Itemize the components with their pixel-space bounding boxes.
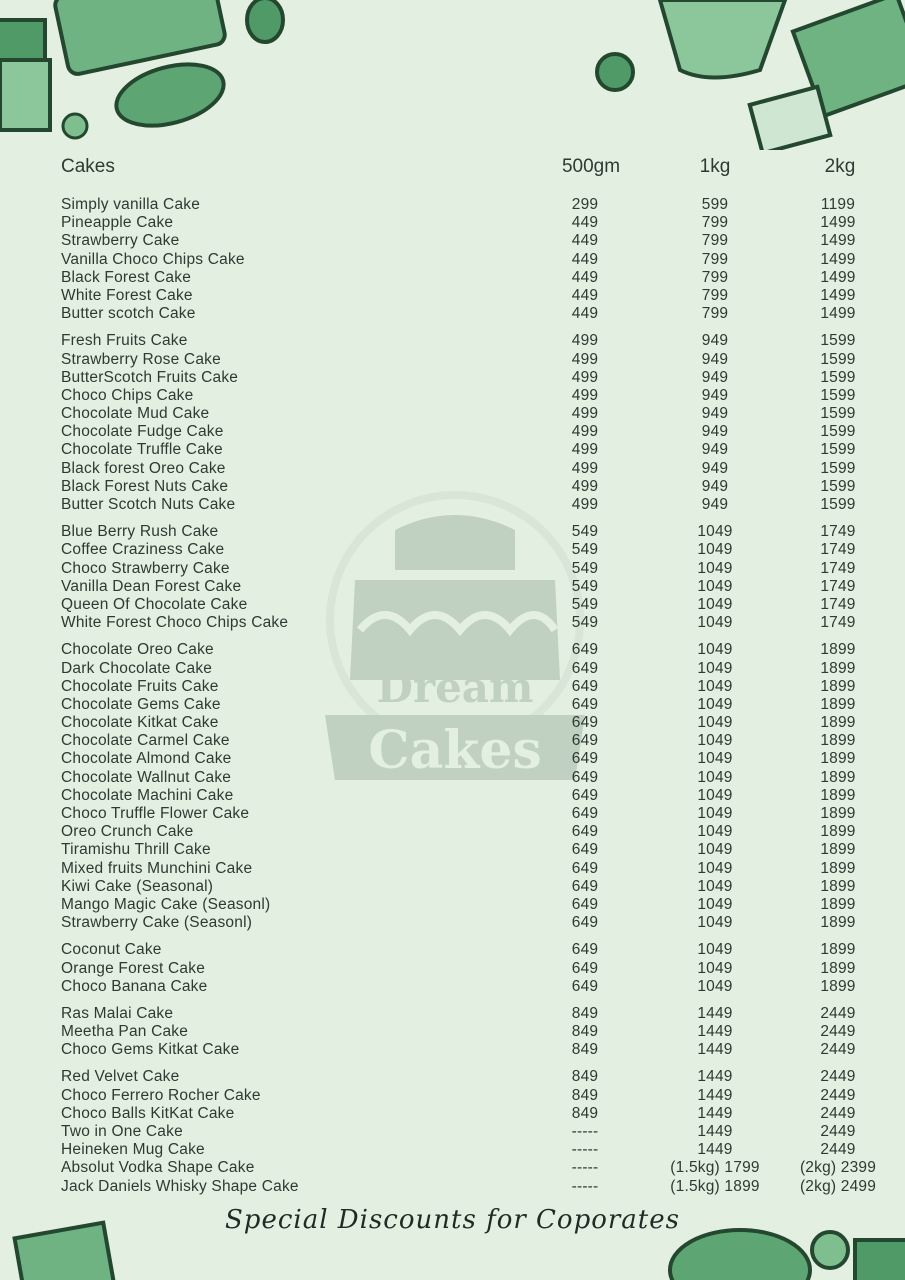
price-1kg: 1049 <box>697 750 733 768</box>
price-2kg: 1899 <box>820 677 856 695</box>
price-2kg: 1899 <box>820 641 856 659</box>
price-1kg: 1449 <box>697 1141 733 1159</box>
price-500gm: 649 <box>571 823 599 841</box>
cake-name: Tiramishu Thrill Cake <box>61 841 211 859</box>
menu-row <box>61 1087 891 1105</box>
menu-row <box>61 287 891 305</box>
cake-name: Pineapple Cake <box>61 214 174 232</box>
decorative-sweets-top-right-illustration <box>590 0 905 150</box>
price-2kg: 1899 <box>820 750 856 768</box>
price-500gm: 849 <box>571 1104 599 1122</box>
price-500gm: 649 <box>571 786 599 804</box>
price-500gm: 499 <box>571 423 599 441</box>
price-1kg: 1049 <box>697 841 733 859</box>
price-2kg: 1499 <box>820 250 856 268</box>
price-500gm: 449 <box>571 268 599 286</box>
price-2kg: 1599 <box>820 405 856 423</box>
price-group <box>61 1068 891 1195</box>
price-1kg: 949 <box>701 423 729 441</box>
price-1kg: 1049 <box>697 659 733 677</box>
price-500gm: 499 <box>571 496 599 513</box>
cake-name: Black Forest Cake <box>61 268 192 286</box>
cake-name: Vanilla Dean Forest Cake <box>61 577 242 595</box>
menu-row <box>61 1159 891 1177</box>
price-2kg: 1599 <box>820 459 856 477</box>
price-500gm: 649 <box>571 732 599 750</box>
price-2kg: 2449 <box>820 1104 856 1122</box>
cake-name: Jack Daniels Whisky Shape Cake <box>61 1177 299 1195</box>
price-1kg: 1049 <box>697 859 733 877</box>
price-1kg: 1049 <box>697 877 733 895</box>
price-500gm: 549 <box>571 577 599 595</box>
menu-row <box>61 441 891 459</box>
price-2kg: 1899 <box>820 714 856 732</box>
menu-row <box>61 878 891 896</box>
menu-row <box>61 596 891 614</box>
price-500gm: 649 <box>571 677 599 695</box>
price-2kg: 1599 <box>820 477 856 495</box>
price-1kg: 949 <box>701 441 729 459</box>
price-2kg: 1599 <box>820 496 856 513</box>
price-2kg: 1499 <box>820 286 856 304</box>
price-1kg: 1049 <box>697 768 733 786</box>
price-2kg: 1199 <box>820 196 856 213</box>
menu-row <box>61 1023 891 1041</box>
price-2kg: 1899 <box>820 941 856 959</box>
cake-name: Red Velvet Cake <box>61 1068 180 1086</box>
price-2kg: 1899 <box>820 959 856 977</box>
cake-name: Simply vanilla Cake <box>61 196 201 213</box>
menu-row <box>61 1041 891 1059</box>
price-2kg: 1749 <box>820 523 856 541</box>
price-2kg: 1749 <box>820 577 856 595</box>
cake-name: Chocolate Almond Cake <box>61 750 232 768</box>
price-2kg: 2449 <box>820 1086 856 1104</box>
price-group <box>61 641 891 932</box>
price-2kg: 1899 <box>820 877 856 895</box>
cake-name: Strawberry Cake (Seasonl) <box>61 914 253 932</box>
cake-name: Mixed fruits Munchini Cake <box>61 859 253 877</box>
menu-row <box>61 232 891 250</box>
price-500gm: 649 <box>571 750 599 768</box>
price-500gm: 849 <box>571 1068 599 1086</box>
price-500gm: 649 <box>571 977 599 995</box>
price-1kg: 1449 <box>697 1123 733 1140</box>
price-1kg: 1049 <box>697 523 733 541</box>
menu-row <box>61 214 891 232</box>
menu-row <box>61 1105 891 1123</box>
price-1kg: 949 <box>701 496 729 513</box>
price-500gm: 649 <box>571 895 599 913</box>
cake-name: Two in One Cake <box>61 1123 183 1140</box>
price-500gm: 649 <box>571 805 599 822</box>
price-500gm: 649 <box>571 914 599 932</box>
menu-row <box>61 523 891 541</box>
price-500gm: 499 <box>571 386 599 404</box>
price-2kg: 1899 <box>820 977 856 995</box>
price-500gm: 499 <box>571 368 599 386</box>
cake-name: Coffee Craziness Cake <box>61 541 225 559</box>
menu-row <box>61 978 891 996</box>
price-500gm: 499 <box>571 332 599 350</box>
price-1kg: 1049 <box>697 695 733 713</box>
price-group <box>61 523 891 632</box>
price-1kg: 799 <box>701 305 729 323</box>
menu-row <box>61 641 891 659</box>
price-1kg: 1049 <box>697 732 733 750</box>
menu-row <box>61 351 891 369</box>
price-500gm: 649 <box>571 695 599 713</box>
cake-name: Chocolate Mud Cake <box>61 405 210 423</box>
price-2kg: 2449 <box>820 1023 856 1041</box>
price-500gm: 649 <box>571 941 599 959</box>
decorative-sweets-top-left-illustration <box>0 0 300 150</box>
cake-name: Vanilla Choco Chips Cake <box>61 250 245 268</box>
menu-row <box>61 660 891 678</box>
price-2kg: 1899 <box>820 823 856 841</box>
price-500gm: 549 <box>571 614 599 632</box>
menu-row <box>61 732 891 750</box>
cake-name: Chocolate Kitkat Cake <box>61 714 219 732</box>
price-500gm: 449 <box>571 232 599 250</box>
price-2kg: 1899 <box>820 695 856 713</box>
cake-name: Choco Balls KitKat Cake <box>61 1104 235 1122</box>
price-2kg: 1749 <box>820 541 856 559</box>
menu-row <box>61 369 891 387</box>
menu-row <box>61 960 891 978</box>
price-2kg: 2449 <box>820 1041 856 1059</box>
menu-row <box>61 269 891 287</box>
price-1kg: 1049 <box>697 595 733 613</box>
price-500gm: 549 <box>571 541 599 559</box>
price-500gm: ----- <box>571 1141 599 1159</box>
price-1kg: 1049 <box>697 895 733 913</box>
price-1kg: 949 <box>701 350 729 368</box>
cake-name: Strawberry Cake <box>61 232 180 250</box>
price-500gm: 299 <box>571 196 599 213</box>
price-500gm: 449 <box>571 214 599 232</box>
menu-row <box>61 769 891 787</box>
price-500gm: 849 <box>571 1004 599 1022</box>
price-1kg: 1049 <box>697 977 733 995</box>
cake-name: Chocolate Machini Cake <box>61 786 234 804</box>
price-2kg: 2449 <box>820 1068 856 1086</box>
cake-name: Chocolate Fudge Cake <box>61 423 224 441</box>
menu-row <box>61 541 891 559</box>
menu-row <box>61 787 891 805</box>
cake-name: Choco Ferrero Rocher Cake <box>61 1086 261 1104</box>
price-500gm: 549 <box>571 559 599 577</box>
price-2kg: (2kg) 2399 <box>799 1159 877 1177</box>
footer-discount-note: Special Discounts for Coporates <box>225 1205 680 1235</box>
price-2kg: 1899 <box>820 805 856 822</box>
price-1kg: 1049 <box>697 914 733 932</box>
price-2kg: 1499 <box>820 305 856 323</box>
price-2kg: 2449 <box>820 1123 856 1140</box>
price-1kg: 799 <box>701 268 729 286</box>
price-2kg: 2449 <box>820 1004 856 1022</box>
price-500gm: 649 <box>571 841 599 859</box>
price-1kg: 949 <box>701 368 729 386</box>
price-1kg: 1049 <box>697 786 733 804</box>
cake-name: Mango Magic Cake (Seasonl) <box>61 895 271 913</box>
price-1kg: 799 <box>701 232 729 250</box>
price-2kg: 1749 <box>820 595 856 613</box>
price-500gm: 499 <box>571 441 599 459</box>
price-group <box>61 332 891 514</box>
cake-name: Heineken Mug Cake <box>61 1141 205 1159</box>
menu-row <box>61 251 891 269</box>
menu-row <box>61 1141 891 1159</box>
cake-name: Dark Chocolate Cake <box>61 659 213 677</box>
price-1kg: (1.5kg) 1799 <box>670 1159 760 1177</box>
menu-row <box>61 823 891 841</box>
cake-name: White Forest Cake <box>61 286 193 304</box>
cake-name: White Forest Choco Chips Cake <box>61 614 289 632</box>
cake-name: Black Forest Nuts Cake <box>61 477 229 495</box>
column-header-2kg: 2kg <box>824 156 856 177</box>
menu-row <box>61 614 891 632</box>
price-1kg: 949 <box>701 332 729 350</box>
price-1kg: 949 <box>701 386 729 404</box>
column-header-1kg: 1kg <box>699 156 731 177</box>
price-1kg: 1449 <box>697 1041 733 1059</box>
price-1kg: 799 <box>701 214 729 232</box>
menu-row <box>61 496 891 514</box>
cake-name: Queen Of Chocolate Cake <box>61 595 248 613</box>
price-2kg: (2kg) 2499 <box>799 1177 877 1195</box>
column-header-500gm: 500gm <box>561 156 621 177</box>
price-1kg: 1449 <box>697 1023 733 1041</box>
price-500gm: 649 <box>571 959 599 977</box>
price-1kg: 1049 <box>697 541 733 559</box>
price-1kg: 1049 <box>697 823 733 841</box>
cake-name: Kiwi Cake (Seasonal) <box>61 877 214 895</box>
price-2kg: 1899 <box>820 732 856 750</box>
menu-row <box>61 678 891 696</box>
price-2kg: 1749 <box>820 559 856 577</box>
menu-row <box>61 1068 891 1086</box>
cake-name: Chocolate Gems Cake <box>61 695 221 713</box>
price-1kg: 949 <box>701 477 729 495</box>
price-500gm: 499 <box>571 477 599 495</box>
cake-name: Absolut Vodka Shape Cake <box>61 1159 255 1177</box>
price-2kg: 1899 <box>820 841 856 859</box>
price-500gm: 649 <box>571 877 599 895</box>
price-500gm: ----- <box>571 1177 599 1195</box>
cake-name: Chocolate Oreo Cake <box>61 641 214 659</box>
price-1kg: 1049 <box>697 577 733 595</box>
menu-row <box>61 423 891 441</box>
price-2kg: 1499 <box>820 268 856 286</box>
menu-row <box>61 1005 891 1023</box>
menu-row <box>61 560 891 578</box>
price-500gm: 449 <box>571 305 599 323</box>
menu-row <box>61 750 891 768</box>
cake-name: Coconut Cake <box>61 941 162 959</box>
menu-row <box>61 714 891 732</box>
price-1kg: 949 <box>701 459 729 477</box>
price-2kg: 1499 <box>820 214 856 232</box>
price-1kg: 1449 <box>697 1104 733 1122</box>
price-1kg: 1049 <box>697 959 733 977</box>
price-1kg: 1449 <box>697 1086 733 1104</box>
price-500gm: 499 <box>571 405 599 423</box>
price-2kg: 1599 <box>820 423 856 441</box>
price-2kg: 1599 <box>820 441 856 459</box>
menu-row <box>61 860 891 878</box>
cake-name: Strawberry Rose Cake <box>61 350 221 368</box>
price-2kg: 1899 <box>820 859 856 877</box>
price-2kg: 1749 <box>820 614 856 632</box>
menu-header-row <box>61 156 891 196</box>
price-2kg: 1899 <box>820 768 856 786</box>
menu-row <box>61 478 891 496</box>
menu-row <box>61 405 891 423</box>
cake-name: Chocolate Fruits Cake <box>61 677 219 695</box>
menu-row <box>61 896 891 914</box>
price-2kg: 1899 <box>820 786 856 804</box>
menu-row <box>61 1123 891 1141</box>
cake-name: Meetha Pan Cake <box>61 1023 189 1041</box>
cake-name: Chocolate Wallnut Cake <box>61 768 232 786</box>
price-1kg: 1449 <box>697 1068 733 1086</box>
menu-row <box>61 387 891 405</box>
price-500gm: 449 <box>571 286 599 304</box>
price-2kg: 1499 <box>820 232 856 250</box>
price-500gm: 549 <box>571 595 599 613</box>
price-1kg: 1049 <box>697 559 733 577</box>
menu-row <box>61 578 891 596</box>
price-500gm: 649 <box>571 859 599 877</box>
cake-name: Oreo Crunch Cake <box>61 823 194 841</box>
cake-name: Blue Berry Rush Cake <box>61 523 219 541</box>
cake-name: Butter Scotch Nuts Cake <box>61 496 236 513</box>
menu-row <box>61 1178 891 1196</box>
menu-row <box>61 914 891 932</box>
price-500gm: 499 <box>571 350 599 368</box>
price-group <box>61 1005 891 1060</box>
menu-row <box>61 332 891 350</box>
svg-text:Dream: Dream <box>376 663 534 712</box>
price-500gm: 449 <box>571 250 599 268</box>
price-500gm: 499 <box>571 459 599 477</box>
price-500gm: 849 <box>571 1041 599 1059</box>
cake-name: Choco Chips Cake <box>61 386 194 404</box>
cake-name: Choco Strawberry Cake <box>61 559 230 577</box>
price-1kg: 799 <box>701 286 729 304</box>
price-1kg: 949 <box>701 405 729 423</box>
price-1kg: 599 <box>701 196 729 213</box>
price-500gm: 649 <box>571 659 599 677</box>
menu-row <box>61 696 891 714</box>
price-group <box>61 196 891 323</box>
price-1kg: 1049 <box>697 677 733 695</box>
price-500gm: 649 <box>571 714 599 732</box>
cake-name: Choco Gems Kitkat Cake <box>61 1041 240 1059</box>
cake-name: Choco Banana Cake <box>61 977 208 995</box>
price-1kg: 1049 <box>697 805 733 822</box>
price-1kg: 799 <box>701 250 729 268</box>
price-500gm: ----- <box>571 1123 599 1140</box>
cake-name: ButterScotch Fruits Cake <box>61 368 239 386</box>
price-2kg: 1899 <box>820 895 856 913</box>
cake-name: Black forest Oreo Cake <box>61 459 226 477</box>
cake-name: Chocolate Truffle Cake <box>61 441 223 459</box>
price-500gm: ----- <box>571 1159 599 1177</box>
cake-name: Choco Truffle Flower Cake <box>61 805 250 822</box>
price-2kg: 1899 <box>820 659 856 677</box>
cake-price-menu <box>61 156 891 1205</box>
price-1kg: 1049 <box>697 714 733 732</box>
price-1kg: 1049 <box>697 614 733 632</box>
menu-row <box>61 305 891 323</box>
price-groups <box>61 196 891 1196</box>
cake-name: Fresh Fruits Cake <box>61 332 188 350</box>
menu-row <box>61 196 891 214</box>
price-2kg: 1599 <box>820 332 856 350</box>
menu-title: Cakes <box>61 156 115 177</box>
menu-row <box>61 941 891 959</box>
price-2kg: 2449 <box>820 1141 856 1159</box>
cake-name: Chocolate Carmel Cake <box>61 732 230 750</box>
price-500gm: 649 <box>571 641 599 659</box>
price-2kg: 1599 <box>820 386 856 404</box>
price-500gm: 849 <box>571 1086 599 1104</box>
price-1kg: 1049 <box>697 641 733 659</box>
menu-row <box>61 460 891 478</box>
price-1kg: 1049 <box>697 941 733 959</box>
svg-text:Cakes: Cakes <box>368 720 542 781</box>
price-group <box>61 941 891 996</box>
price-2kg: 1599 <box>820 368 856 386</box>
price-1kg: (1.5kg) 1899 <box>670 1177 760 1195</box>
menu-row <box>61 805 891 823</box>
cake-name: Ras Malai Cake <box>61 1004 174 1022</box>
cake-name: Butter scotch Cake <box>61 305 196 323</box>
price-1kg: 1449 <box>697 1004 733 1022</box>
cake-name: Orange Forest Cake <box>61 959 206 977</box>
price-2kg: 1599 <box>820 350 856 368</box>
price-500gm: 549 <box>571 523 599 541</box>
price-500gm: 649 <box>571 768 599 786</box>
price-500gm: 849 <box>571 1023 599 1041</box>
menu-row <box>61 841 891 859</box>
price-2kg: 1899 <box>820 914 856 932</box>
